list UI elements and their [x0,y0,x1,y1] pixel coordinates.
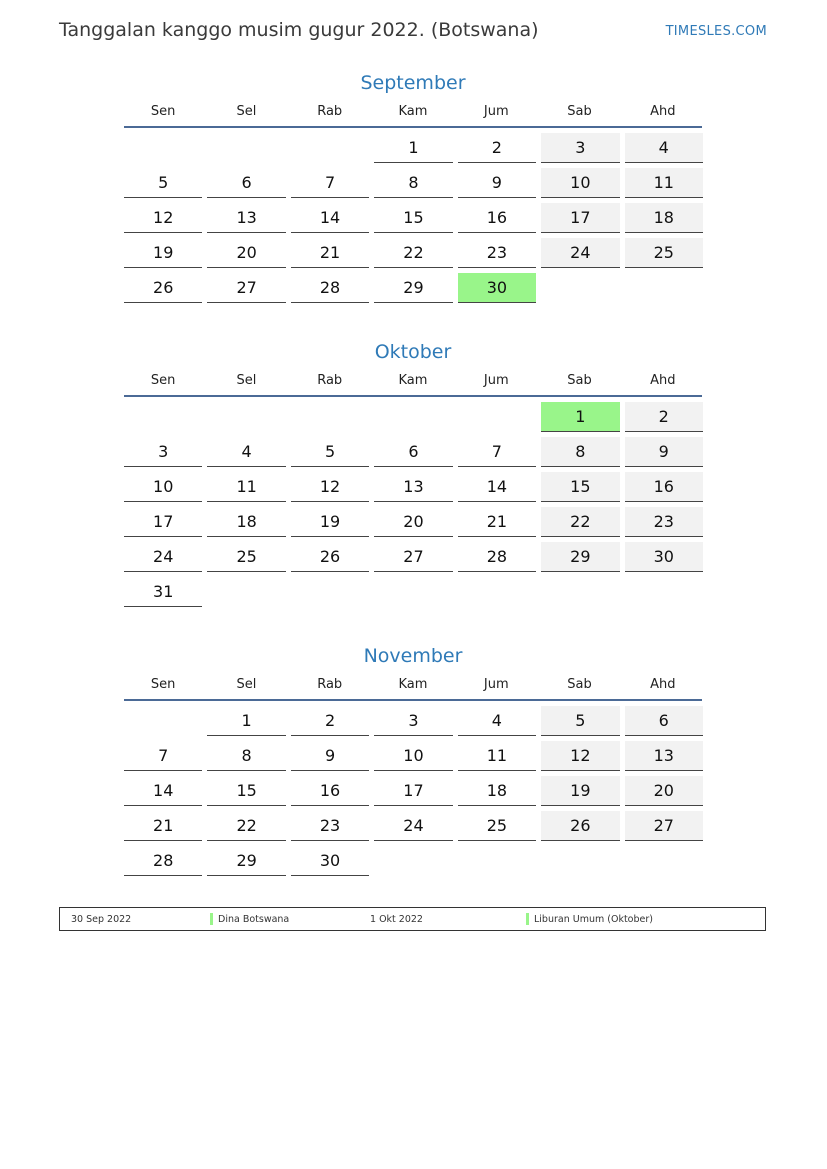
month-title: September [360,72,466,94]
day-cell[interactable]: 28 [124,846,202,876]
day-cell[interactable]: 23 [458,238,536,268]
day-cell[interactable]: 12 [291,472,369,502]
day-cell[interactable]: 11 [458,741,536,771]
day-cell[interactable]: 3 [124,437,202,467]
empty-cell [291,402,369,432]
weekday-header [124,677,702,701]
day-cell[interactable]: 9 [625,437,703,467]
month-november [124,643,702,876]
day-cell[interactable]: 5 [541,706,619,736]
weekday-label: Jum [483,677,509,692]
day-cell[interactable]: 26 [541,811,619,841]
month-title: November [363,645,463,667]
day-cell[interactable]: 4 [207,437,285,467]
day-cell[interactable]: 6 [625,706,703,736]
holiday-day-cell[interactable]: 1 [541,402,619,432]
day-cell[interactable]: 25 [625,238,703,268]
day-cell[interactable]: 17 [124,507,202,537]
day-cell[interactable]: 23 [291,811,369,841]
day-cell[interactable]: 6 [207,168,285,198]
day-cell[interactable]: 10 [374,741,452,771]
day-cell[interactable]: 15 [374,203,452,233]
day-cell[interactable]: 2 [291,706,369,736]
day-cell[interactable]: 25 [207,542,285,572]
day-cell[interactable]: 10 [124,472,202,502]
weekday-label: Sel [236,373,257,388]
day-cell[interactable]: 27 [374,542,452,572]
weekday-label: Ahd [650,373,676,388]
day-cell[interactable]: 29 [374,273,452,303]
day-cell[interactable]: 29 [541,542,619,572]
empty-cell [207,402,285,432]
day-cell[interactable]: 16 [625,472,703,502]
day-cell[interactable]: 25 [458,811,536,841]
day-cell[interactable]: 22 [374,238,452,268]
day-cell[interactable]: 9 [458,168,536,198]
day-cell[interactable]: 29 [207,846,285,876]
day-cell[interactable]: 4 [625,133,703,163]
day-cell[interactable]: 13 [374,472,452,502]
month-title: Oktober [374,341,452,363]
weekday-header [124,104,702,128]
empty-cell [124,133,202,163]
weekday-label: Sel [236,677,257,692]
day-cell[interactable]: 4 [458,706,536,736]
day-cell[interactable]: 28 [458,542,536,572]
brand-logo-text[interactable]: TIMESLES.COM [665,24,767,39]
day-cell[interactable]: 5 [291,437,369,467]
month-oktober [124,339,702,607]
empty-cell [291,133,369,163]
legend-date-2: 1 Okt 2022 [370,914,423,925]
weekday-label: Kam [398,373,428,388]
day-cell[interactable]: 21 [291,238,369,268]
day-cell[interactable]: 5 [124,168,202,198]
empty-cell [124,706,202,736]
weekday-label: Sen [150,104,176,119]
holiday-legend [59,907,766,931]
weekday-label: Rab [317,677,343,692]
day-cell[interactable]: 11 [625,168,703,198]
day-cell[interactable]: 24 [124,542,202,572]
weekday-label: Kam [398,677,428,692]
day-cell[interactable]: 19 [291,507,369,537]
day-grid [124,706,702,876]
day-cell[interactable]: 15 [541,472,619,502]
day-cell[interactable]: 19 [124,238,202,268]
day-cell[interactable]: 14 [124,776,202,806]
day-cell[interactable]: 20 [625,776,703,806]
day-cell[interactable]: 2 [458,133,536,163]
day-cell[interactable]: 14 [458,472,536,502]
day-cell[interactable]: 8 [374,168,452,198]
empty-cell [124,402,202,432]
weekday-label: Sab [567,677,592,692]
day-cell[interactable]: 20 [207,238,285,268]
empty-cell [458,402,536,432]
day-cell[interactable]: 14 [291,203,369,233]
weekday-header [124,373,702,397]
day-cell[interactable]: 12 [124,203,202,233]
weekday-label: Kam [398,104,428,119]
day-cell[interactable]: 7 [458,437,536,467]
day-cell[interactable]: 16 [291,776,369,806]
legend-name-2: Liburan Umum (Oktober) [534,914,653,925]
day-cell[interactable]: 24 [541,238,619,268]
empty-cell [207,133,285,163]
day-cell[interactable]: 26 [124,273,202,303]
day-cell[interactable]: 17 [374,776,452,806]
day-cell[interactable]: 18 [207,507,285,537]
day-cell[interactable]: 21 [124,811,202,841]
day-cell[interactable]: 22 [541,507,619,537]
empty-cell [374,402,452,432]
legend-holiday-marker [210,913,213,925]
weekday-label: Sel [236,104,257,119]
day-cell[interactable]: 12 [541,741,619,771]
day-cell[interactable]: 18 [458,776,536,806]
day-cell[interactable]: 18 [625,203,703,233]
weekday-label: Sab [567,373,592,388]
page-title: Tanggalan kanggo musim gugur 2022. (Botswana) [59,19,539,41]
weekday-label: Ahd [650,677,676,692]
day-cell[interactable]: 15 [207,776,285,806]
day-cell[interactable]: 13 [207,203,285,233]
day-cell[interactable]: 31 [124,577,202,607]
day-cell[interactable]: 3 [374,706,452,736]
day-cell[interactable]: 8 [207,741,285,771]
day-grid [124,402,702,607]
day-cell[interactable]: 6 [374,437,452,467]
legend-name-1: Dina Botswana [218,914,290,925]
weekday-label: Rab [317,373,343,388]
day-cell[interactable]: 21 [458,507,536,537]
day-cell[interactable]: 20 [374,507,452,537]
day-cell[interactable]: 23 [625,507,703,537]
day-cell[interactable]: 26 [291,542,369,572]
weekday-label: Jum [483,104,509,119]
legend-date-1: 30 Sep 2022 [71,914,132,925]
holiday-day-cell[interactable]: 30 [458,273,536,303]
day-cell[interactable]: 11 [207,472,285,502]
day-cell[interactable]: 3 [541,133,619,163]
day-cell[interactable]: 10 [541,168,619,198]
legend-holiday-marker [526,913,529,925]
day-cell[interactable]: 24 [374,811,452,841]
day-cell[interactable]: 22 [207,811,285,841]
weekday-label: Sen [150,373,176,388]
day-cell[interactable]: 9 [291,741,369,771]
day-cell[interactable]: 8 [541,437,619,467]
month-september [124,70,702,303]
day-cell[interactable]: 30 [625,542,703,572]
day-cell[interactable]: 16 [458,203,536,233]
day-cell[interactable]: 27 [207,273,285,303]
day-cell[interactable]: 27 [625,811,703,841]
day-cell[interactable]: 7 [124,741,202,771]
weekday-label: Rab [317,104,343,119]
day-cell[interactable]: 7 [291,168,369,198]
weekday-label: Ahd [650,104,676,119]
day-grid [124,133,702,303]
day-cell[interactable]: 2 [625,402,703,432]
day-cell[interactable]: 1 [374,133,452,163]
weekday-label: Sab [567,104,592,119]
weekday-label: Jum [483,373,509,388]
day-cell[interactable]: 28 [291,273,369,303]
day-cell[interactable]: 30 [291,846,369,876]
day-cell[interactable]: 17 [541,203,619,233]
day-cell[interactable]: 13 [625,741,703,771]
weekday-label: Sen [150,677,176,692]
day-cell[interactable]: 19 [541,776,619,806]
day-cell[interactable]: 1 [207,706,285,736]
